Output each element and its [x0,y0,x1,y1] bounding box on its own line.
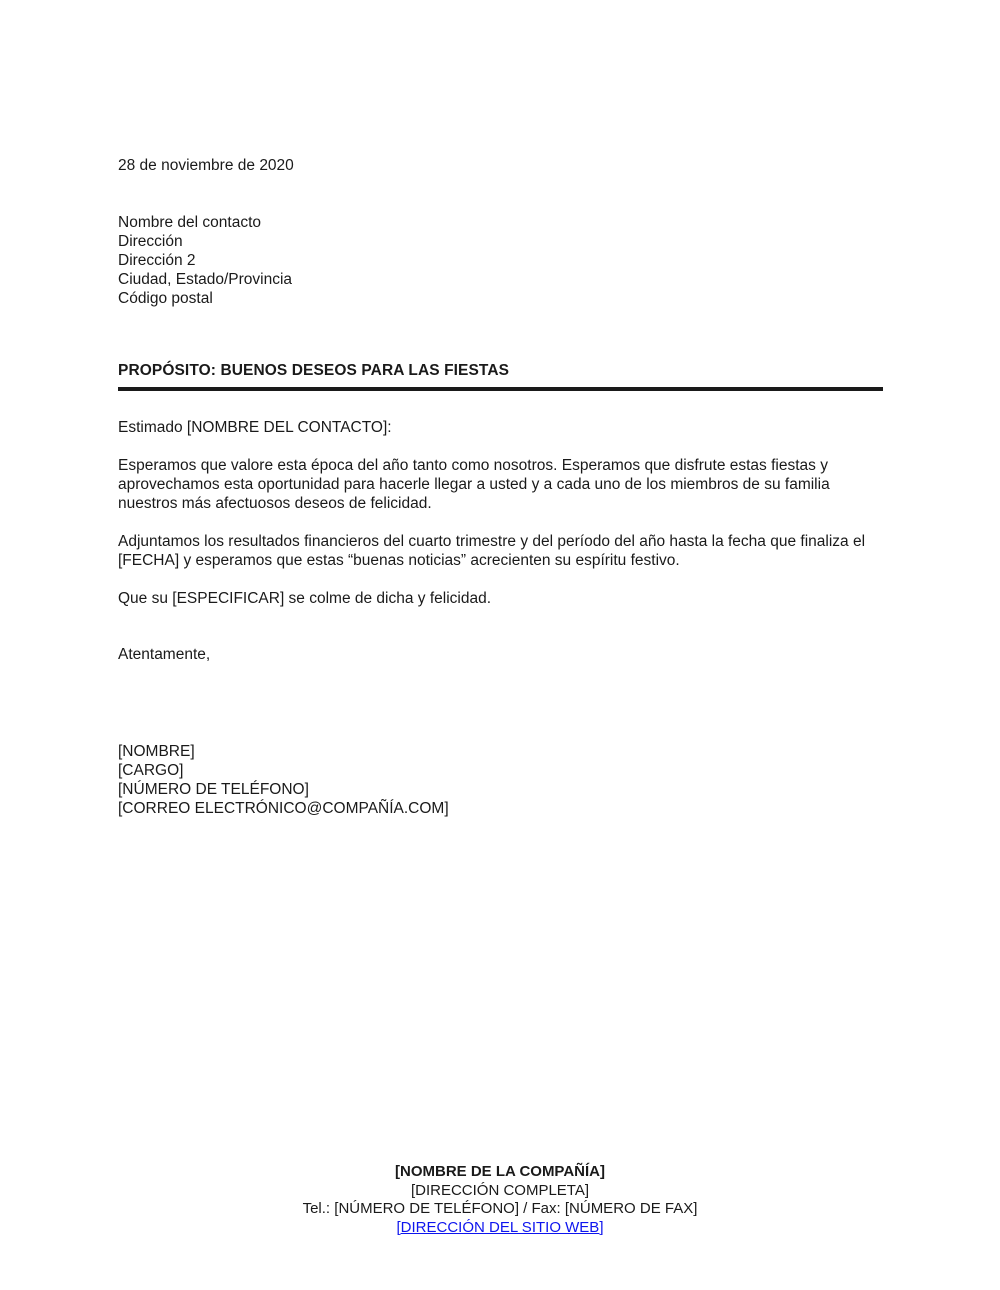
footer-website-link[interactable]: [DIRECCIÓN DEL SITIO WEB] [396,1218,604,1236]
signature-phone: [NÚMERO DE TELÉFONO] [118,781,309,798]
signature-block [118,742,883,818]
letter-date: 28 de noviembre de 2020 [118,157,294,174]
body-paragraph-3: Que su [ESPECIFICAR] se colme de dicha y felicidad. [118,590,492,607]
subject-line: PROPÓSITO: BUENOS DESEOS PARA LAS FIESTAS [118,362,510,379]
signature-email: [CORREO ELECTRÓNICO@COMPAÑÍA.COM] [118,800,449,817]
recipient-address-1: Dirección [118,233,183,250]
salutation: Estimado [NOMBRE DEL CONTACTO]: [118,419,392,436]
signature-name: [NOMBRE] [118,743,195,760]
body-paragraph-1: Esperamos que valore esta época del año tanto como nosotros. Esperamos que disfrute estas fiestas y aprovechamos esta oportunidad para hacerle llegar a usted y a cada uno de los miembros de su familia nuestros más afectuosos deseos de felicidad. [118,457,830,512]
footer-company-name: [NOMBRE DE LA COMPAÑÍA] [395,1163,605,1180]
company-footer [0,1163,1000,1237]
recipient-block [118,213,883,308]
recipient-name: Nombre del contacto [118,214,262,231]
recipient-address-2: Dirección 2 [118,252,196,269]
body-paragraph-2: Adjuntamos los resultados financieros del cuarto trimestre y del período del año hasta la fecha que finaliza el [FECHA] y esperamos que estas “buenas noticias” acrecienten su espíritu festivo. [118,533,866,569]
letter-body [118,0,883,818]
recipient-city-state: Ciudad, Estado/Provincia [118,271,293,288]
signature-title: [CARGO] [118,762,184,779]
footer-phone-fax: Tel.: [NÚMERO DE TELÉFONO] / Fax: [NÚMERO DE FAX] [302,1200,698,1217]
subject-divider-rule [118,387,883,391]
footer-address: [DIRECCIÓN COMPLETA] [410,1181,590,1199]
closing-salutation: Atentamente, [118,646,211,663]
recipient-postal-code: Código postal [118,290,213,307]
